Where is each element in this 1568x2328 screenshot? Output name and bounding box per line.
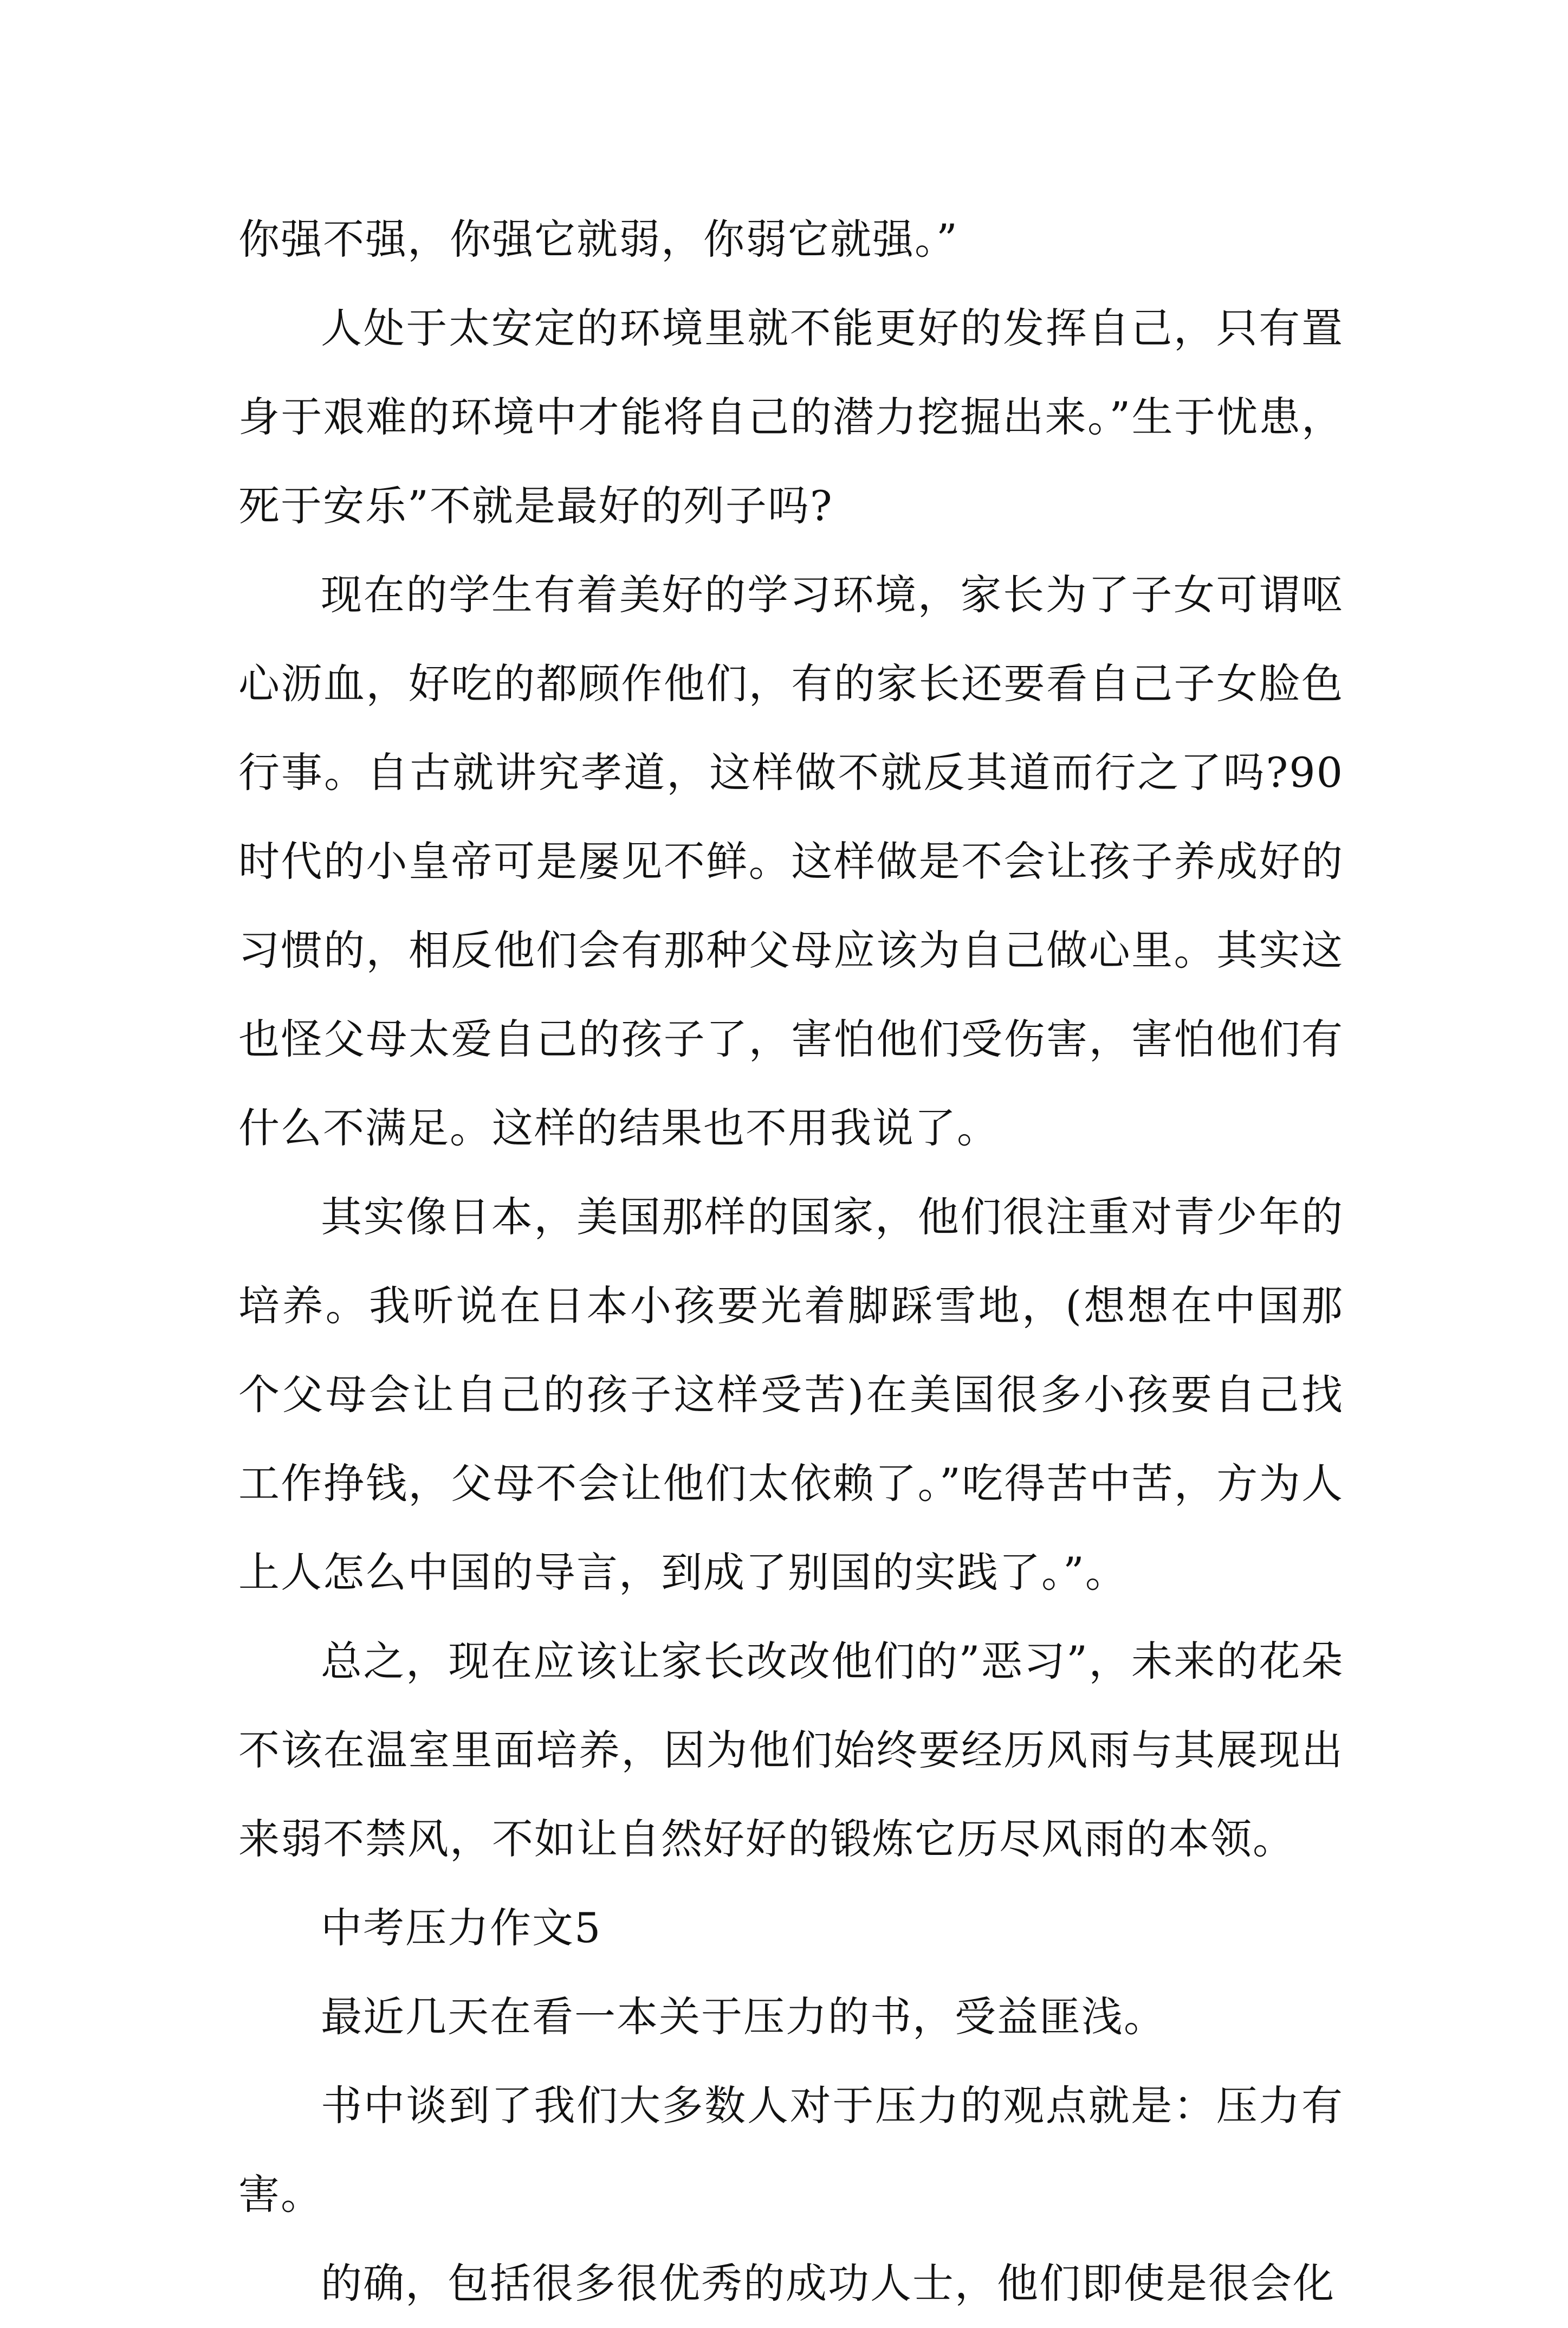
paragraph: 现在的学生有着美好的学习环境，家长为了子女可谓呕心沥血，好吃的都顾作他们，有的家长还要看自己子女脸色行事。自古就讲究孝道，这样做不就反其道而行之了吗?90时代的小皇帝可是屡见不鲜。这样做是不会让孩子养成好的习惯的，相反他们会有那种父母应该为自己做心里。其实这也怪父母太爱自己的孩子了，害怕他们受伤害，害怕他们有什么不满足。这样的结果也不用我说了。 <box>238 571 1344 1152</box>
paragraph: 其实像日本，美国那样的国家，他们很注重对青少年的培养。我听说在日本小孩要光着脚踩雪地，(想想在中国那个父母会让自己的孩子这样受苦)在美国很多小孩要自己找工作挣钱，父母不会让他们太依赖了。”吃得苦中苦，方为人上人怎么中国的导言，到成了别国的实践了。”。 <box>238 1193 1344 1596</box>
paragraph: 最近几天在看一本关于压力的书，受益匪浅。 <box>321 1993 1166 2041</box>
paragraph-continuation: 你强不强，你强它就弱，你弱它就强。” <box>238 215 958 263</box>
document-body <box>238 195 1344 2328</box>
paragraph: 人处于太安定的环境里就不能更好的发挥自己，只有置身于艰难的环境中才能将自己的潜力挖掘出来。”生于忧患，死于安乐”不就是最好的列子吗? <box>238 304 1344 530</box>
paragraph: 总之，现在应该让家长改改他们的”恶习”，未来的花朵不该在温室里面培养，因为他们始终要经历风雨与其展现出来弱不禁风，不如让自然好好的锻炼它历尽风雨的本领。 <box>238 1637 1344 1863</box>
paragraph: 书中谈到了我们大多数人对于压力的观点就是：压力有害。 <box>238 2081 1344 2219</box>
essay-title: 中考压力作文5 <box>321 1904 602 1952</box>
paragraph: 的确，包括很多很优秀的成功人士，他们即使是很会化 <box>321 2259 1335 2307</box>
